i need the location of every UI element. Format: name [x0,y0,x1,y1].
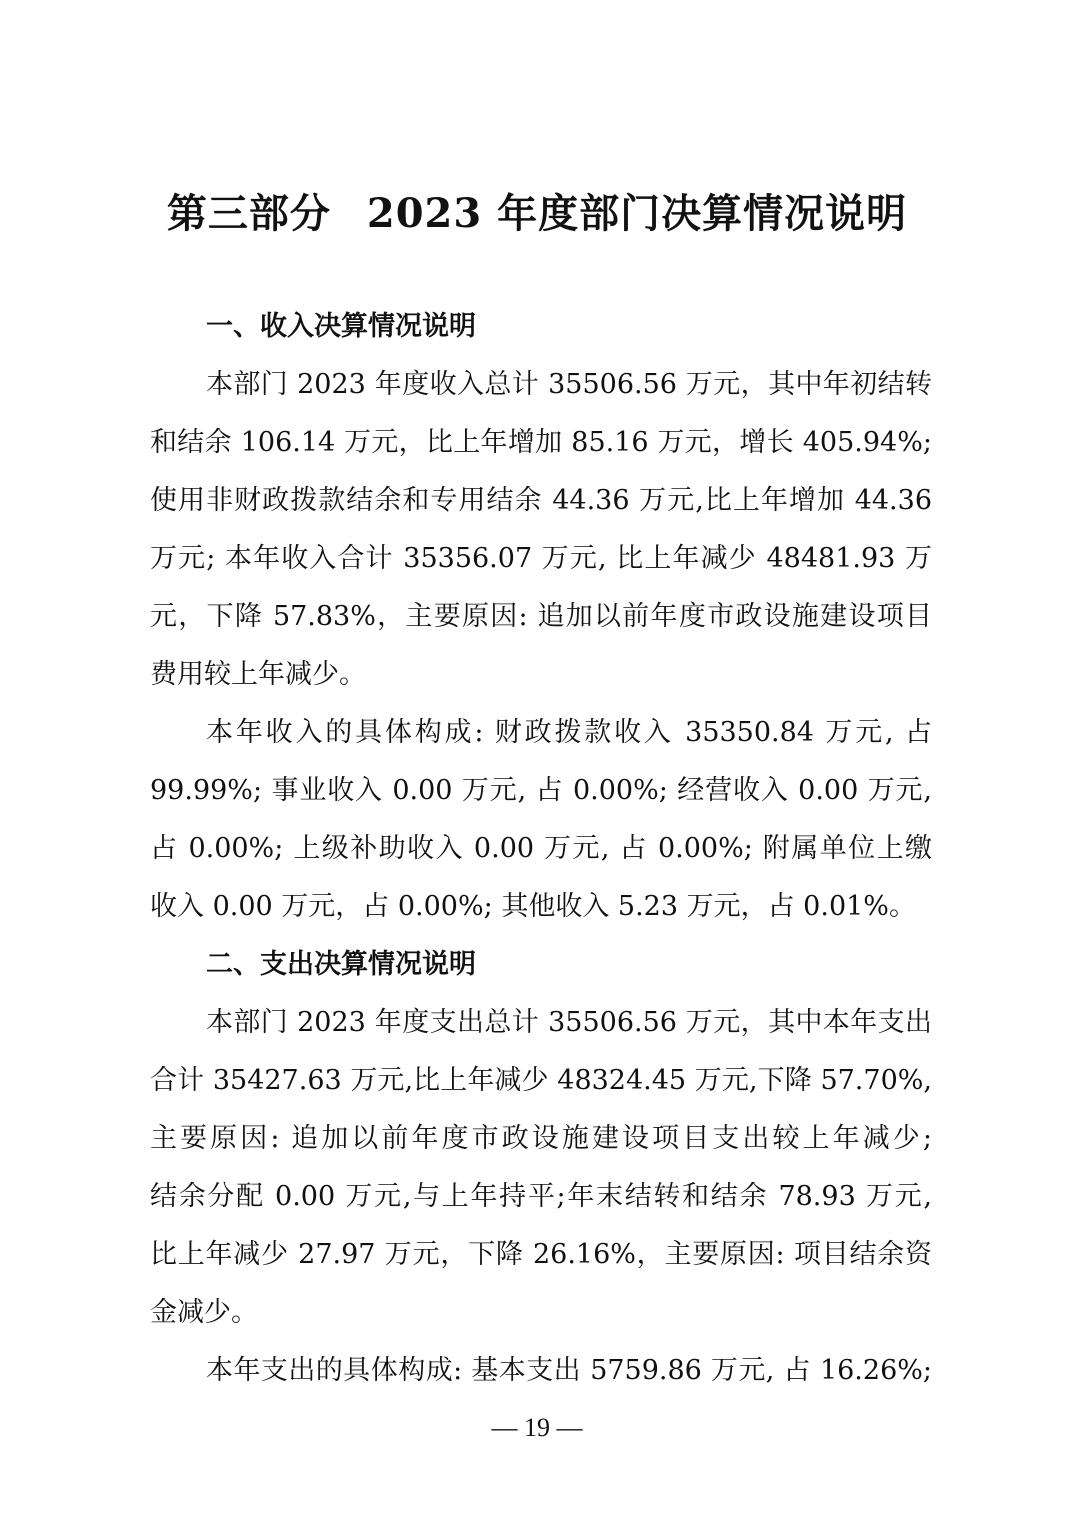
text-line: 金减少。 [150,1297,258,1328]
title-text: 2023 年度部门决算情况说明 [366,190,908,237]
paragraph-income-composition [150,704,932,936]
text-line: 万元; 本年收入合计 35356.07 万元, 比上年减少 48481.93 万 [150,543,932,574]
text-line: 本部门 2023 年度收入总计 35506.56 万元，其中年初结转 [206,369,932,400]
text-line: 结余分配 0.00 万元,与上年持平;年末结转和结余 78.93 万元, [150,1181,932,1212]
title-part: 第三部分 [166,190,331,237]
text-line: 主要原因: 追加以前年度市政设施建设项目支出较上年减少; [150,1123,932,1154]
document-body [150,298,932,1400]
section-heading-expenditure: 二、支出决算情况说明 [206,949,476,980]
page-number: — 19 — [491,1413,583,1442]
page-title [0,186,1074,242]
text-line: 99.99%; 事业收入 0.00 万元, 占 0.00%; 经营收入 0.00 万元, [150,775,932,806]
text-line: 合计 35427.63 万元,比上年减少 48324.45 万元,下降 57.70%, [150,1065,932,1096]
section-heading-income: 一、收入决算情况说明 [206,311,476,342]
paragraph-income-total [150,356,932,704]
text-line: 费用较上年减少。 [150,659,366,690]
text-line: 收入 0.00 万元，占 0.00%; 其他收入 5.23 万元，占 0.01%。 [150,891,916,922]
paragraph-expenditure-total [150,994,932,1342]
text-line: 元，下降 57.83%，主要原因: 追加以前年度市政设施建设项目 [150,601,932,632]
text-line: 使用非财政拨款结余和专用结余 44.36 万元,比上年增加 44.36 [150,485,932,516]
paragraph-expenditure-composition [150,1342,932,1400]
text-line: 和结余 106.14 万元，比上年增加 85.16 万元，增长 405.94%; [150,427,932,458]
text-line: 本年收入的具体构成: 财政拨款收入 35350.84 万元, 占 [206,717,932,748]
text-line: 本部门 2023 年度支出总计 35506.56 万元，其中本年支出 [206,1007,932,1038]
text-line: 占 0.00%; 上级补助收入 0.00 万元, 占 0.00%; 附属单位上缴 [150,833,932,864]
text-line: 本年支出的具体构成: 基本支出 5759.86 万元, 占 16.26%; [206,1355,932,1386]
text-line: 比上年减少 27.97 万元，下降 26.16%，主要原因: 项目结余资 [150,1239,932,1270]
